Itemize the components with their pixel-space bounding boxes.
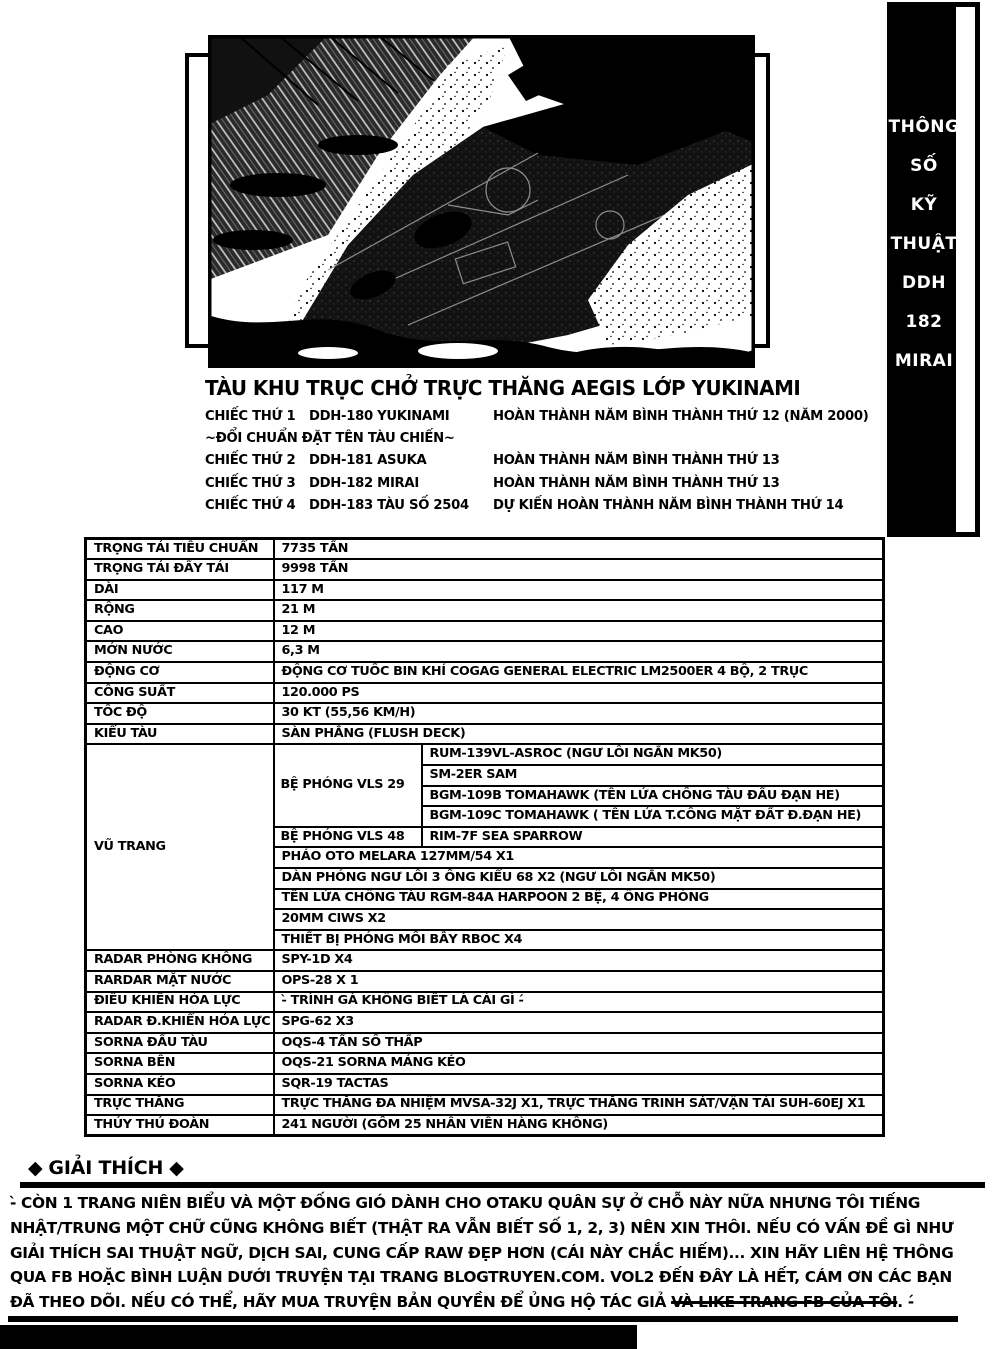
ship-status: HOÀN THÀNH NĂM BÌNH THÀNH THỨ 13: [493, 475, 780, 491]
table-row: [86, 621, 884, 642]
bottom-black-bar: [0, 1325, 637, 1349]
spec-label: TỐC ĐỘ: [86, 703, 274, 724]
ship-ordinal: CHIẾC THỨ 2: [205, 453, 296, 469]
spec-label: RARDAR MẶT NƯỚC: [86, 971, 274, 992]
sidebar-word: THUẬT: [890, 233, 958, 254]
ship-list-row: [205, 405, 905, 427]
spec-value: 20MM CIWS X2: [274, 909, 884, 930]
spec-value: 9998 TẤN: [274, 559, 884, 580]
spec-value: ĐỘNG CƠ TUỐC BIN KHÍ COGAG GENERAL ELECTRIC LM2500ER 4 BỘ, 2 TRỤC: [274, 662, 884, 683]
diamond-icon: ◆: [169, 1156, 184, 1179]
spec-value: RIM-7F SEA SPARROW: [422, 827, 884, 848]
table-row: [86, 641, 884, 662]
spec-value: SPG-62 X3: [274, 1012, 884, 1033]
ship-naming-note: ~ĐỔI CHUẨN ĐẶT TÊN TÀU CHIẾN~: [205, 431, 455, 447]
note-line: [10, 1290, 990, 1315]
sidebar-word: SỐ: [910, 155, 938, 176]
spec-value: 120.000 PS: [274, 683, 884, 704]
table-row: [86, 1095, 884, 1116]
spec-value: 30 KT (55,56 KM/H): [274, 703, 884, 724]
footer-rule: [8, 1316, 958, 1322]
table-row: [86, 1053, 884, 1074]
note-line: GIẢI THÍCH SAI THUẬT NGỮ, DỊCH SAI, CUNG CẤP RAW ĐẸP HƠN (CÁI NÀY CHẮC HIẾM)... XIN HÃY LIÊN HỆ THÔNG: [10, 1243, 954, 1262]
table-row: [86, 580, 884, 601]
table-row: [86, 1115, 884, 1136]
ship-name: DDH-182 MIRAI: [309, 475, 419, 491]
spec-value: TRỰC THĂNG ĐA NHIỆM MVSA-32J X1, TRỰC THĂNG TRINH SÁT/VẬN TẢI SUH-60EJ X1: [274, 1095, 884, 1116]
table-row: [86, 950, 884, 971]
sidebar-word: KỸ: [910, 194, 938, 215]
table-row: [86, 992, 884, 1013]
spec-value: -̀ TRÌNH GÀ KHÔNG BIẾT LÀ CÁI GÌ -́: [274, 992, 884, 1013]
specification-table: [84, 537, 885, 1137]
spec-label: CAO: [86, 621, 274, 642]
spec-label: KIỂU TÀU: [86, 724, 274, 745]
ship-status: DỰ KIẾN HOÀN THÀNH NĂM BÌNH THÀNH THỨ 14: [493, 498, 844, 514]
ship-illustration-panel: [208, 35, 755, 368]
note-text: . -́: [897, 1293, 914, 1312]
explanation-heading: [28, 1157, 184, 1179]
spec-label: DÀI: [86, 580, 274, 601]
ship-class-title: TÀU KHU TRỤC CHỞ TRỰC THĂNG AEGIS LỚP YUKINAMI: [205, 376, 801, 400]
ship-ordinal: CHIẾC THỨ 1: [205, 408, 296, 424]
spec-label: SORNA BÊN: [86, 1053, 274, 1074]
sidebar-word: MIRAI: [894, 350, 954, 371]
spec-value: 6,3 M: [274, 641, 884, 662]
spec-label: RADAR Đ.KHIỂN HỎA LỰC: [86, 1012, 274, 1033]
table-row: [86, 1074, 884, 1095]
spec-value: 7735 TẤN: [274, 539, 884, 560]
ship-name: DDH-180 YUKINAMI: [309, 408, 450, 424]
heading-underline: [20, 1182, 985, 1188]
note-line: NHẬT/TRUNG MỘT CHỮ CŨNG KHÔNG BIẾT (THẬT RA VẪN BIẾT SỐ 1, 2, 3) NÊN XIN THÔI. NẾU CÓ VẤN ĐỀ GÌ NHƯ: [10, 1218, 954, 1237]
spec-label: SORNA ĐẦU TÀU: [86, 1033, 274, 1054]
note-struck-text: VÀ LIKE TRANG FB CỦA TÔI: [671, 1293, 898, 1312]
spec-value: THIẾT BỊ PHÓNG MỒI BẪY RBOC X4: [274, 930, 884, 951]
spec-label: TRỌNG TẢI TIÊU CHUẨN: [86, 539, 274, 560]
spec-value: OPS-28 X 1: [274, 971, 884, 992]
spec-value: PHÁO OTO MELARA 127MM/54 X1: [274, 847, 884, 868]
ship-illustration: [208, 35, 755, 368]
ship-ordinal: CHIẾC THỨ 4: [205, 498, 296, 514]
explanation-heading-text: GIẢI THÍCH: [48, 1157, 164, 1179]
sidebar-word: DDH: [902, 272, 946, 293]
spec-label: MỚN NƯỚC: [86, 641, 274, 662]
spec-value: SQR-19 TACTAS: [274, 1074, 884, 1095]
ship-list: [205, 405, 905, 517]
spec-value: 241 NGƯỜI (GỒM 25 NHÂN VIÊN HÀNG KHÔNG): [274, 1115, 884, 1136]
table-row: [86, 683, 884, 704]
spec-value: SM-2ER SAM: [422, 765, 884, 786]
table-row: [86, 662, 884, 683]
table-row: [86, 703, 884, 724]
spec-value: BGM-109C TOMAHAWK ( TÊN LỬA T.CÔNG MẶT ĐẤT Đ.ĐẠN HE): [422, 806, 884, 827]
table-row: [86, 744, 884, 765]
ship-ordinal: CHIẾC THỨ 3: [205, 475, 296, 491]
ship-name: DDH-181 ASUKA: [309, 453, 427, 469]
table-row: [86, 1033, 884, 1054]
spec-value: SÀN PHẲNG (FLUSH DECK): [274, 724, 884, 745]
table-row: [86, 1012, 884, 1033]
spec-value: DÀN PHÓNG NGƯ LÔI 3 ỐNG KIỂU 68 X2 (NGƯ LÔI NGẮN MK50): [274, 868, 884, 889]
vls29-label: BỆ PHÓNG VLS 29: [274, 744, 422, 826]
spec-value: 117 M: [274, 580, 884, 601]
sidebar-word: 182: [905, 311, 943, 332]
table-row: [86, 559, 884, 580]
note-line: -̀ CÒN 1 TRANG NIÊN BIỂU VÀ MỘT ĐỐNG GIÓ DÀNH CHO OTAKU QUÂN SỰ Ở CHỖ NÀY NỮA NHƯNG TÔI TIẾNG: [10, 1194, 921, 1212]
spec-label: SORNA KÉO: [86, 1074, 274, 1095]
sidebar-word: THÔNG: [888, 116, 960, 137]
note-line: QUA FB HOẶC BÌNH LUẬN DƯỚI TRUYỆN TẠI TRANG BLOGTRUYEN.COM. VOL2 ĐẾN ĐÂY LÀ HẾT, CÁM ƠN CÁC BẠN: [10, 1268, 952, 1287]
spec-value: BGM-109B TOMAHAWK (TÊN LỬA CHỐNG TÀU ĐẦU ĐẠN HE): [422, 786, 884, 807]
table-row: [86, 971, 884, 992]
spec-label: RỘNG: [86, 600, 274, 621]
ship-list-row: [205, 450, 905, 472]
table-row: [86, 600, 884, 621]
note-text: ĐÃ THEO DÕI. NẾU CÓ THỂ, HÃY MUA TRUYỆN BẢN QUYỀN ĐỂ ỦNG HỘ TÁC GIẢ: [10, 1293, 672, 1312]
spec-value: 12 M: [274, 621, 884, 642]
translator-note: [10, 1191, 990, 1315]
ship-list-row: [205, 472, 905, 494]
ship-name: DDH-183 TÀU SỐ 2504: [309, 498, 469, 514]
spec-label: CÔNG SUẤT: [86, 683, 274, 704]
ship-list-row: [205, 495, 905, 517]
ship-status: HOÀN THÀNH NĂM BÌNH THÀNH THỨ 13: [493, 453, 780, 469]
ship-class-header: [205, 376, 905, 517]
table-row: [86, 724, 884, 745]
diamond-icon: ◆: [28, 1156, 43, 1179]
spec-label: ĐỘNG CƠ: [86, 662, 274, 683]
spec-value: SPY-1D X4: [274, 950, 884, 971]
spec-value: OQS-21 SORNA MẢNG KÉO: [274, 1053, 884, 1074]
vls48-label: BỆ PHÓNG VLS 48: [274, 827, 422, 848]
spec-label: TRỰC THĂNG: [86, 1095, 274, 1116]
ship-status: HOÀN THÀNH NĂM BÌNH THÀNH THỨ 12 (NĂM 2000): [493, 408, 869, 424]
spec-label: RADAR PHÒNG KHÔNG: [86, 950, 274, 971]
spec-value: RUM-139VL-ASROC (NGƯ LÔI NGẮN MK50): [422, 744, 884, 765]
table-row: [86, 539, 884, 560]
spec-value: OQS-4 TẦN SỐ THẤP: [274, 1033, 884, 1054]
spec-label: TRỌNG TẢI ĐẦY TẢI: [86, 559, 274, 580]
spec-label: THỦY THỦ ĐOÀN: [86, 1115, 274, 1136]
spec-label: ĐIỀU KHIỂN HỎA LỰC: [86, 992, 274, 1013]
armament-label: VŨ TRANG: [86, 744, 274, 950]
spec-value: TÊN LỬA CHỐNG TÀU RGM-84A HARPOON 2 BỆ, 4 ỐNG PHÓNG: [274, 889, 884, 910]
spec-value: 21 M: [274, 600, 884, 621]
